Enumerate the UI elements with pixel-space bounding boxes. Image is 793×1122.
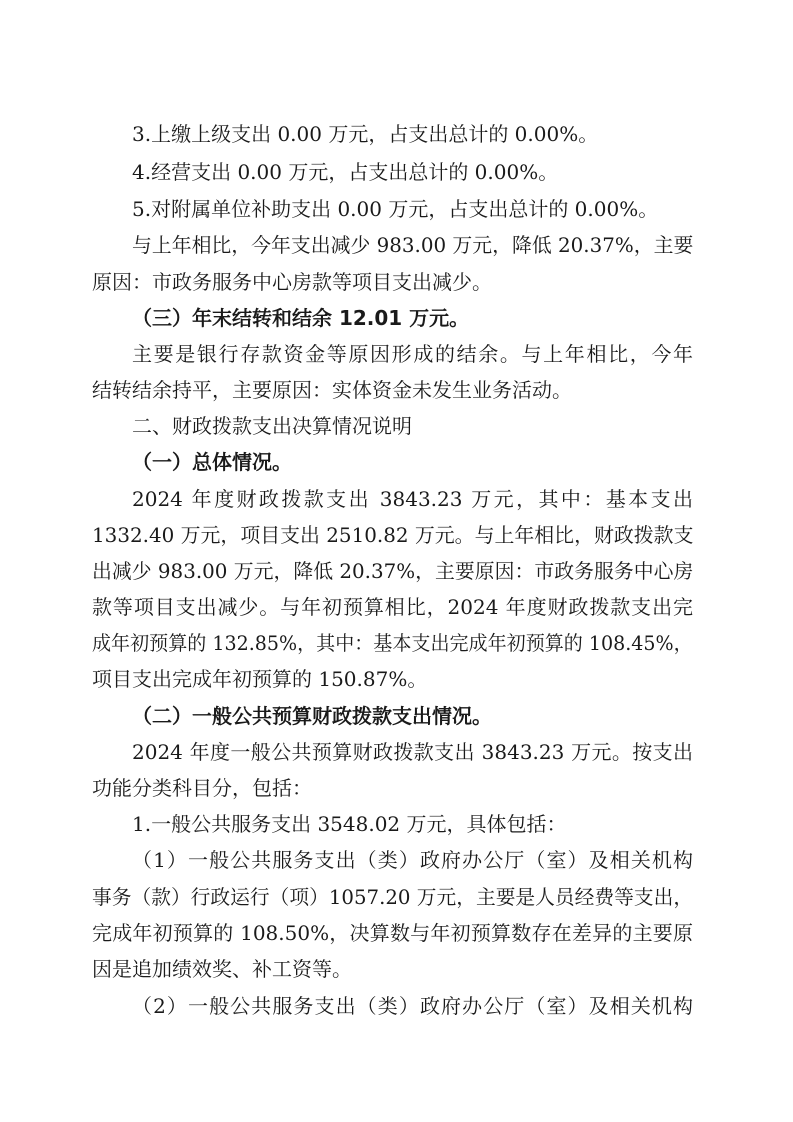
text-line: 5.对附属单位补助支出 0.00 万元，占支出总计的 0.00%。: [132, 197, 659, 221]
text-line: 1332.40 万元，项目支出 2510.82 万元。与上年相比，财政拨款支: [92, 523, 694, 547]
text-line: 与上年相比，今年支出减少 983.00 万元，降低 20.37%，主要: [132, 233, 694, 257]
section-heading: （一）总体情况。: [132, 450, 292, 474]
text-line: 成年初预算的 132.85%，其中：基本支出完成年初预算的 108.45%，: [92, 631, 693, 655]
text-line: 主要是银行存款资金等原因形成的结余。与上年相比，今年: [132, 342, 693, 366]
text-line: 1.一般公共服务支出 3548.02 万元，具体包括：: [132, 812, 567, 836]
text-line: 事务（款）行政运行（项）1057.20 万元，主要是人员经费等支出，: [92, 885, 694, 909]
text-line: 功能分类科目分，包括：: [92, 776, 312, 800]
text-line: 3.上缴上级支出 0.00 万元，占支出总计的 0.00%。: [132, 122, 599, 146]
text-line: 因是追加绩效奖、补工资等。: [92, 957, 352, 981]
text-line: 出减少 983.00 万元，降低 20.37%，主要原因：市政务服务中心房: [92, 559, 694, 583]
text-line: 结转结余持平，主要原因：实体资金未发生业务活动。: [92, 378, 572, 402]
text-line: （2）一般公共服务支出（类）政府办公厅（室）及相关机构: [132, 994, 693, 1018]
text-line: 项目支出完成年初预算的 150.87%。: [92, 667, 428, 691]
text-line: 4.经营支出 0.00 万元，占支出总计的 0.00%。: [132, 160, 559, 184]
text-line: 2024 年度财政拨款支出 3843.23 万元，其中：基本支出: [132, 487, 693, 511]
text-line: 2024 年度一般公共预算财政拨款支出 3843.23 万元。按支出: [132, 740, 693, 764]
section-heading: （二）一般公共预算财政拨款支出情况。: [132, 704, 492, 728]
text-line: 完成年初预算的 108.50%，决算数与年初预算数存在差异的主要原: [92, 921, 693, 945]
text-line: 原因：市政务服务中心房款等项目支出减少。: [92, 270, 492, 294]
text-line: 款等项目支出减少。与年初预算相比，2024 年度财政拨款支出完: [92, 595, 693, 619]
section-heading: （三）年末结转和结余 12.01 万元。: [132, 306, 470, 330]
section-heading: 二、财政拨款支出决算情况说明: [132, 414, 412, 438]
text-line: （1）一般公共服务支出（类）政府办公厅（室）及相关机构: [132, 848, 693, 872]
